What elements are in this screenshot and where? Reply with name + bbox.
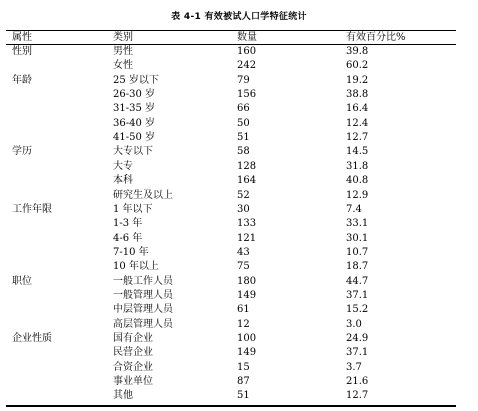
cell-count: 12 — [237, 318, 250, 330]
table-row — [0, 174, 478, 187]
cell-category: 其他 — [113, 390, 133, 402]
cell-category: 一般管理人员 — [113, 289, 173, 301]
cell-category: 4-6 年 — [113, 232, 143, 244]
table-header-row — [0, 31, 478, 44]
cell-percent: 12.9 — [346, 189, 369, 201]
table-row — [0, 303, 478, 316]
table-row — [0, 131, 478, 144]
header-attribute: 属性 — [12, 32, 32, 43]
cell-category: 中层管理人员 — [113, 304, 173, 316]
cell-category: 民营企业 — [113, 347, 153, 359]
cell-count: 180 — [237, 275, 257, 287]
cell-percent: 30.1 — [346, 232, 369, 244]
cell-percent: 10.7 — [346, 246, 369, 258]
cell-category: 36-40 岁 — [113, 117, 156, 129]
cell-count: 75 — [237, 261, 250, 273]
table-row — [0, 102, 478, 115]
header-percent: 有效百分比% — [346, 32, 406, 43]
cell-count: 149 — [237, 347, 257, 359]
cell-count: 149 — [237, 289, 257, 301]
cell-count: 156 — [237, 89, 257, 101]
cell-count: 50 — [237, 117, 250, 129]
cell-category: 事业单位 — [113, 376, 153, 388]
table-row — [0, 45, 478, 58]
cell-count: 242 — [237, 60, 257, 72]
cell-count: 100 — [237, 333, 257, 344]
cell-percent: 31.8 — [346, 160, 369, 172]
cell-count: 87 — [237, 376, 250, 388]
cell-category: 大专以下 — [113, 146, 153, 158]
cell-category: 25 岁以下 — [113, 74, 159, 86]
cell-category: 41-50 岁 — [113, 132, 156, 144]
table-row — [0, 88, 478, 101]
cell-percent: 21.6 — [346, 376, 369, 388]
cell-category: 一般工作人员 — [113, 275, 173, 287]
cell-category: 31-35 岁 — [113, 103, 156, 115]
cell-percent: 24.9 — [346, 333, 369, 344]
cell-count: 66 — [237, 103, 250, 115]
cell-percent: 14.5 — [346, 146, 369, 158]
cell-category: 1 年以下 — [113, 203, 153, 215]
cell-category: 研究生及以上 — [113, 189, 173, 201]
cell-percent: 12.7 — [346, 132, 369, 144]
cell-category: 女性 — [113, 60, 133, 72]
table-row — [0, 346, 478, 359]
cell-category: 男性 — [113, 46, 133, 57]
cell-percent: 37.1 — [346, 289, 369, 301]
cell-percent: 3.7 — [346, 361, 362, 373]
cell-percent: 44.7 — [346, 275, 369, 287]
cell-percent: 16.4 — [346, 103, 369, 115]
header-category: 类别 — [113, 32, 133, 43]
cell-count: 51 — [237, 390, 250, 402]
cell-percent: 18.7 — [346, 261, 369, 273]
cell-category: 本科 — [113, 175, 133, 187]
table-row — [0, 74, 478, 87]
cell-count: 51 — [237, 132, 250, 144]
cell-percent: 38.8 — [346, 89, 369, 101]
cell-category: 26-30 岁 — [113, 89, 156, 101]
table-row — [0, 145, 478, 158]
cell-count: 160 — [237, 46, 257, 57]
cell-percent: 15.2 — [346, 304, 369, 316]
cell-count: 43 — [237, 246, 250, 258]
cell-count: 121 — [237, 232, 257, 244]
table-row — [0, 160, 478, 173]
cell-attribute: 性别 — [12, 46, 32, 57]
cell-attribute: 企业性质 — [12, 333, 52, 344]
cell-percent: 3.0 — [346, 318, 362, 330]
table-row — [0, 361, 478, 374]
table-row — [0, 246, 478, 259]
table-row — [0, 117, 478, 130]
cell-count: 52 — [237, 189, 250, 201]
cell-percent: 7.4 — [346, 203, 362, 215]
cell-category: 合资企业 — [113, 361, 153, 373]
cell-count: 58 — [237, 146, 250, 158]
cell-percent: 12.7 — [346, 390, 369, 402]
cell-percent: 60.2 — [346, 60, 369, 72]
table-body — [0, 45, 478, 403]
cell-category: 10 年以上 — [113, 261, 159, 273]
cell-percent: 37.1 — [346, 347, 369, 359]
cell-count: 61 — [237, 304, 250, 316]
cell-percent: 33.1 — [346, 218, 369, 230]
cell-attribute: 年龄 — [12, 74, 32, 86]
cell-category: 高层管理人员 — [113, 318, 173, 330]
cell-count: 30 — [237, 203, 250, 215]
cell-percent: 12.4 — [346, 117, 369, 129]
cell-count: 79 — [237, 74, 250, 86]
header-count: 数量 — [237, 32, 257, 43]
table-row — [0, 189, 478, 202]
table-caption: 表 4-1 有效被试人口学特征统计 — [171, 12, 307, 22]
table-row — [0, 59, 478, 72]
cell-count: 164 — [237, 175, 257, 187]
table-row — [0, 260, 478, 273]
table-row — [0, 289, 478, 302]
cell-category: 7-10 年 — [113, 246, 149, 258]
cell-percent: 19.2 — [346, 74, 369, 86]
table-row — [0, 232, 478, 245]
table-bottom-rule — [6, 405, 456, 407]
cell-percent: 40.8 — [346, 175, 369, 187]
cell-attribute: 学历 — [12, 146, 32, 158]
table-row — [0, 375, 478, 388]
cell-category: 1-3 年 — [113, 218, 143, 230]
table-row — [0, 275, 478, 288]
cell-attribute: 职位 — [12, 275, 32, 287]
table-row — [0, 332, 478, 345]
cell-category: 国有企业 — [113, 333, 153, 344]
cell-count: 133 — [237, 218, 257, 230]
cell-percent: 39.8 — [346, 46, 369, 57]
cell-attribute: 工作年限 — [12, 203, 52, 215]
cell-category: 大专 — [113, 160, 133, 172]
table-row — [0, 389, 478, 402]
cell-count: 15 — [237, 361, 250, 373]
table-row — [0, 203, 478, 216]
table-row — [0, 217, 478, 230]
cell-count: 128 — [237, 160, 257, 172]
table-row — [0, 318, 478, 331]
